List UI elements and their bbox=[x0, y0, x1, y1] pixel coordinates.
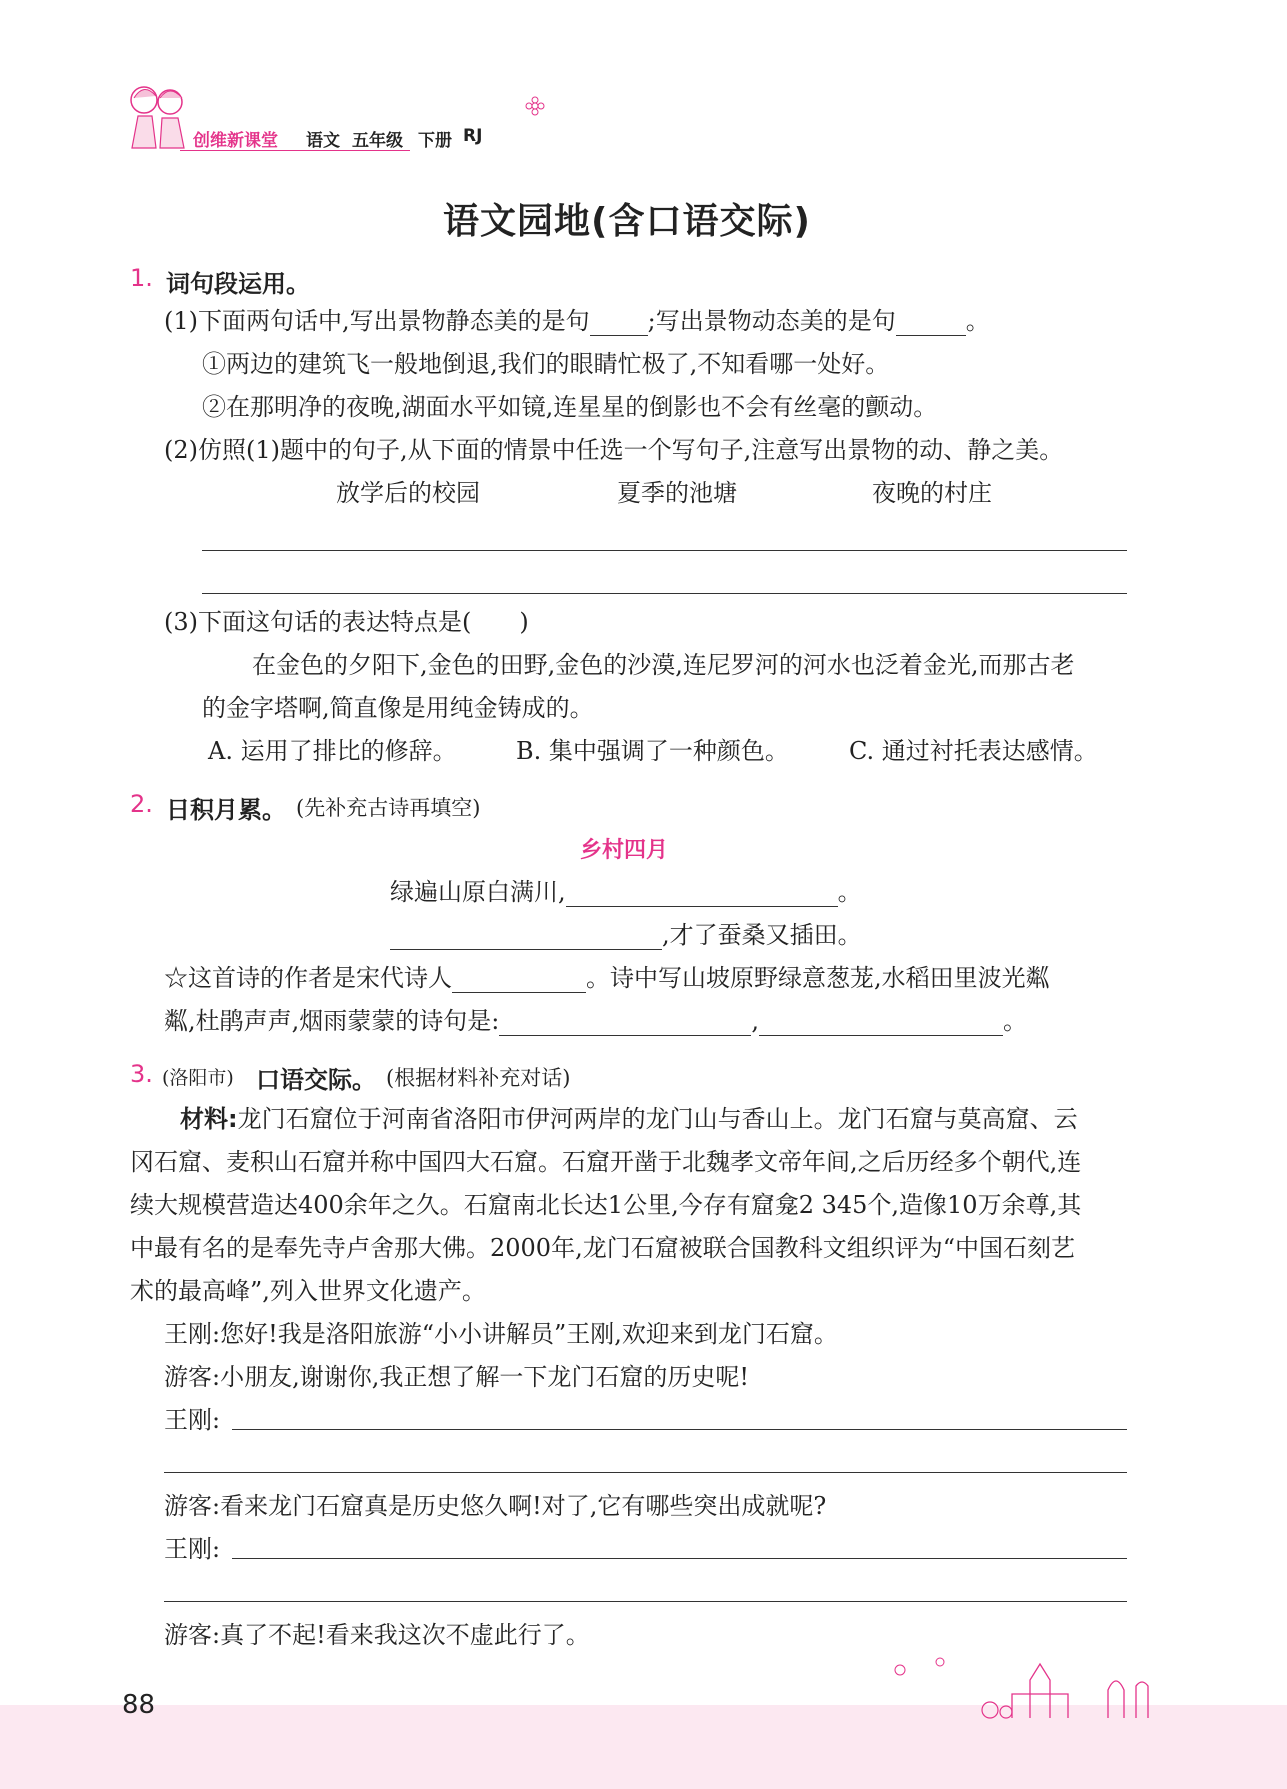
q1-part1-end: 。 bbox=[965, 307, 990, 335]
dynamic-answer-blank[interactable] bbox=[896, 311, 966, 336]
q1-part1-text-a: (1)下面两句话中,写出景物静态美的是句 bbox=[164, 307, 590, 335]
q1-part2: (2)仿照(1)题中的句子,从下面的情景中任选一个写句子,注意写出景物的动、静之美。 bbox=[164, 436, 1064, 464]
header-rule bbox=[180, 150, 410, 151]
dialogue-line: 游客:小朋友,谢谢你,我正想了解一下龙门石窟的历史呢! bbox=[164, 1363, 749, 1391]
star-text-c: 粼,杜鹃声声,烟雨蒙蒙的诗句是: bbox=[164, 1007, 500, 1035]
header-brand: 创维新课堂 bbox=[193, 131, 278, 151]
q3-note: (根据材料补充对话) bbox=[386, 1066, 571, 1090]
header-subject: 语文 bbox=[306, 131, 340, 151]
q2-star-line-1 bbox=[164, 963, 1050, 993]
static-answer-blank[interactable] bbox=[590, 311, 648, 336]
choice-option-a[interactable]: A. 运用了排比的修辞。 bbox=[208, 737, 457, 765]
star-comma: , bbox=[751, 1007, 759, 1035]
q1-part3: (3)下面这句话的表达特点是( ) bbox=[164, 608, 529, 636]
flower-icon bbox=[525, 96, 545, 116]
poet-blank[interactable] bbox=[452, 968, 586, 993]
scene-option: 夜晚的村庄 bbox=[872, 479, 992, 507]
choice-option-c[interactable]: C. 通过衬托表达感情。 bbox=[849, 737, 1098, 765]
q2-star-line-2 bbox=[164, 1006, 1027, 1036]
material-label: 材料: bbox=[180, 1105, 238, 1133]
header-volume: 下册 bbox=[418, 131, 452, 151]
q3-title: 口语交际。 bbox=[256, 1066, 376, 1094]
material-line-4: 中最有名的是奉先寺卢舍那大佛。2000年,龙门石窟被联合国教科文组织评为“中国石刻艺 bbox=[130, 1234, 1075, 1262]
poem-line-1-end: 。 bbox=[837, 878, 862, 906]
q1-passage-line-2: 的金字塔啊,简直像是用纯金铸成的。 bbox=[202, 694, 594, 722]
star-text-a: ☆这首诗的作者是宋代诗人 bbox=[164, 964, 452, 992]
dialogue-speaker: 王刚: bbox=[164, 1535, 221, 1563]
answer-line[interactable] bbox=[232, 1558, 1127, 1559]
q1-passage-line-1: 在金色的夕阳下,金色的田野,金色的沙漠,连尼罗河的河水也泛着金光,而那古老 bbox=[252, 651, 1075, 679]
answer-line[interactable] bbox=[232, 1429, 1127, 1430]
material-line-2: 冈石窟、麦积山石窟并称中国四大石窟。石窟开凿于北魏孝文帝年间,之后历经多个朝代,连 bbox=[130, 1148, 1082, 1176]
q3-source: (洛阳市) bbox=[162, 1067, 234, 1089]
q3-number: 3. bbox=[130, 1060, 153, 1088]
material-line-5: 术的最高峰”,列入世界文化遗产。 bbox=[130, 1277, 486, 1305]
q1-sentence-2: ②在那明净的夜晚,湖面水平如镜,连星星的倒影也不会有丝毫的颤动。 bbox=[202, 393, 938, 421]
dialogue-line: 王刚:您好!我是洛阳旅游“小小讲解员”王刚,欢迎来到龙门石窟。 bbox=[164, 1320, 838, 1348]
star-text-b: 。诗中写山坡原野绿意葱茏,水稻田里波光粼 bbox=[586, 964, 1050, 992]
material-text: 龙门石窟位于河南省洛阳市伊河两岸的龙门山与香山上。龙门石窟与莫高窟、云 bbox=[237, 1105, 1078, 1133]
poem-title: 乡村四月 bbox=[580, 838, 669, 863]
poem-line-1 bbox=[390, 877, 862, 907]
poem-line-1-text: 绿遍山原白满川, bbox=[390, 878, 566, 906]
q1-part1-text-b: ;写出景物动态美的是句 bbox=[647, 307, 896, 335]
dialogue-speaker: 王刚: bbox=[164, 1406, 221, 1434]
poem-line-2 bbox=[390, 920, 862, 950]
choice-option-b[interactable]: B. 集中强调了一种颜色。 bbox=[516, 737, 789, 765]
answer-line[interactable] bbox=[164, 1472, 1127, 1473]
verse-blank-2[interactable] bbox=[759, 1011, 1003, 1036]
scene-option: 放学后的校园 bbox=[336, 479, 480, 507]
header-grade: 五年级 bbox=[352, 131, 403, 151]
star-period: 。 bbox=[1002, 1007, 1027, 1035]
page-title: 语文园地(含口语交际) bbox=[443, 201, 811, 242]
kids-illustration-icon bbox=[122, 78, 194, 158]
dialogue-line: 游客:看来龙门石窟真是历史悠久啊!对了,它有哪些突出成就呢? bbox=[164, 1492, 827, 1520]
dialogue-line: 游客:真了不起!看来我这次不虚此行了。 bbox=[164, 1621, 590, 1649]
q2-note: (先补充古诗再填空) bbox=[296, 796, 481, 820]
poem-blank-1[interactable] bbox=[566, 882, 838, 907]
answer-line[interactable] bbox=[164, 1601, 1127, 1602]
castle-illustration-icon bbox=[880, 1650, 1180, 1720]
q1-number: 1. bbox=[130, 264, 153, 292]
poem-blank-2[interactable] bbox=[390, 925, 662, 950]
answer-line[interactable] bbox=[202, 593, 1127, 594]
scene-option: 夏季的池塘 bbox=[617, 479, 737, 507]
header-edition: RJ bbox=[463, 126, 483, 146]
q2-title: 日积月累。 bbox=[166, 796, 286, 824]
q1-title: 词句段运用。 bbox=[166, 270, 310, 298]
q2-number: 2. bbox=[130, 790, 153, 818]
q1-part1 bbox=[164, 306, 990, 336]
answer-line[interactable] bbox=[202, 550, 1127, 551]
poem-line-2-text: ,才了蚕桑又插田。 bbox=[662, 921, 862, 949]
page-number: 88 bbox=[122, 1690, 156, 1720]
material-line-3: 续大规模营造达400余年之久。石窟南北长达1公里,今存有窟龛2 345个,造像10万余尊,其 bbox=[130, 1191, 1082, 1219]
verse-blank-1[interactable] bbox=[499, 1011, 751, 1036]
material-line-1 bbox=[180, 1104, 1078, 1134]
q1-sentence-1: ①两边的建筑飞一般地倒退,我们的眼睛忙极了,不知看哪一处好。 bbox=[202, 350, 890, 378]
